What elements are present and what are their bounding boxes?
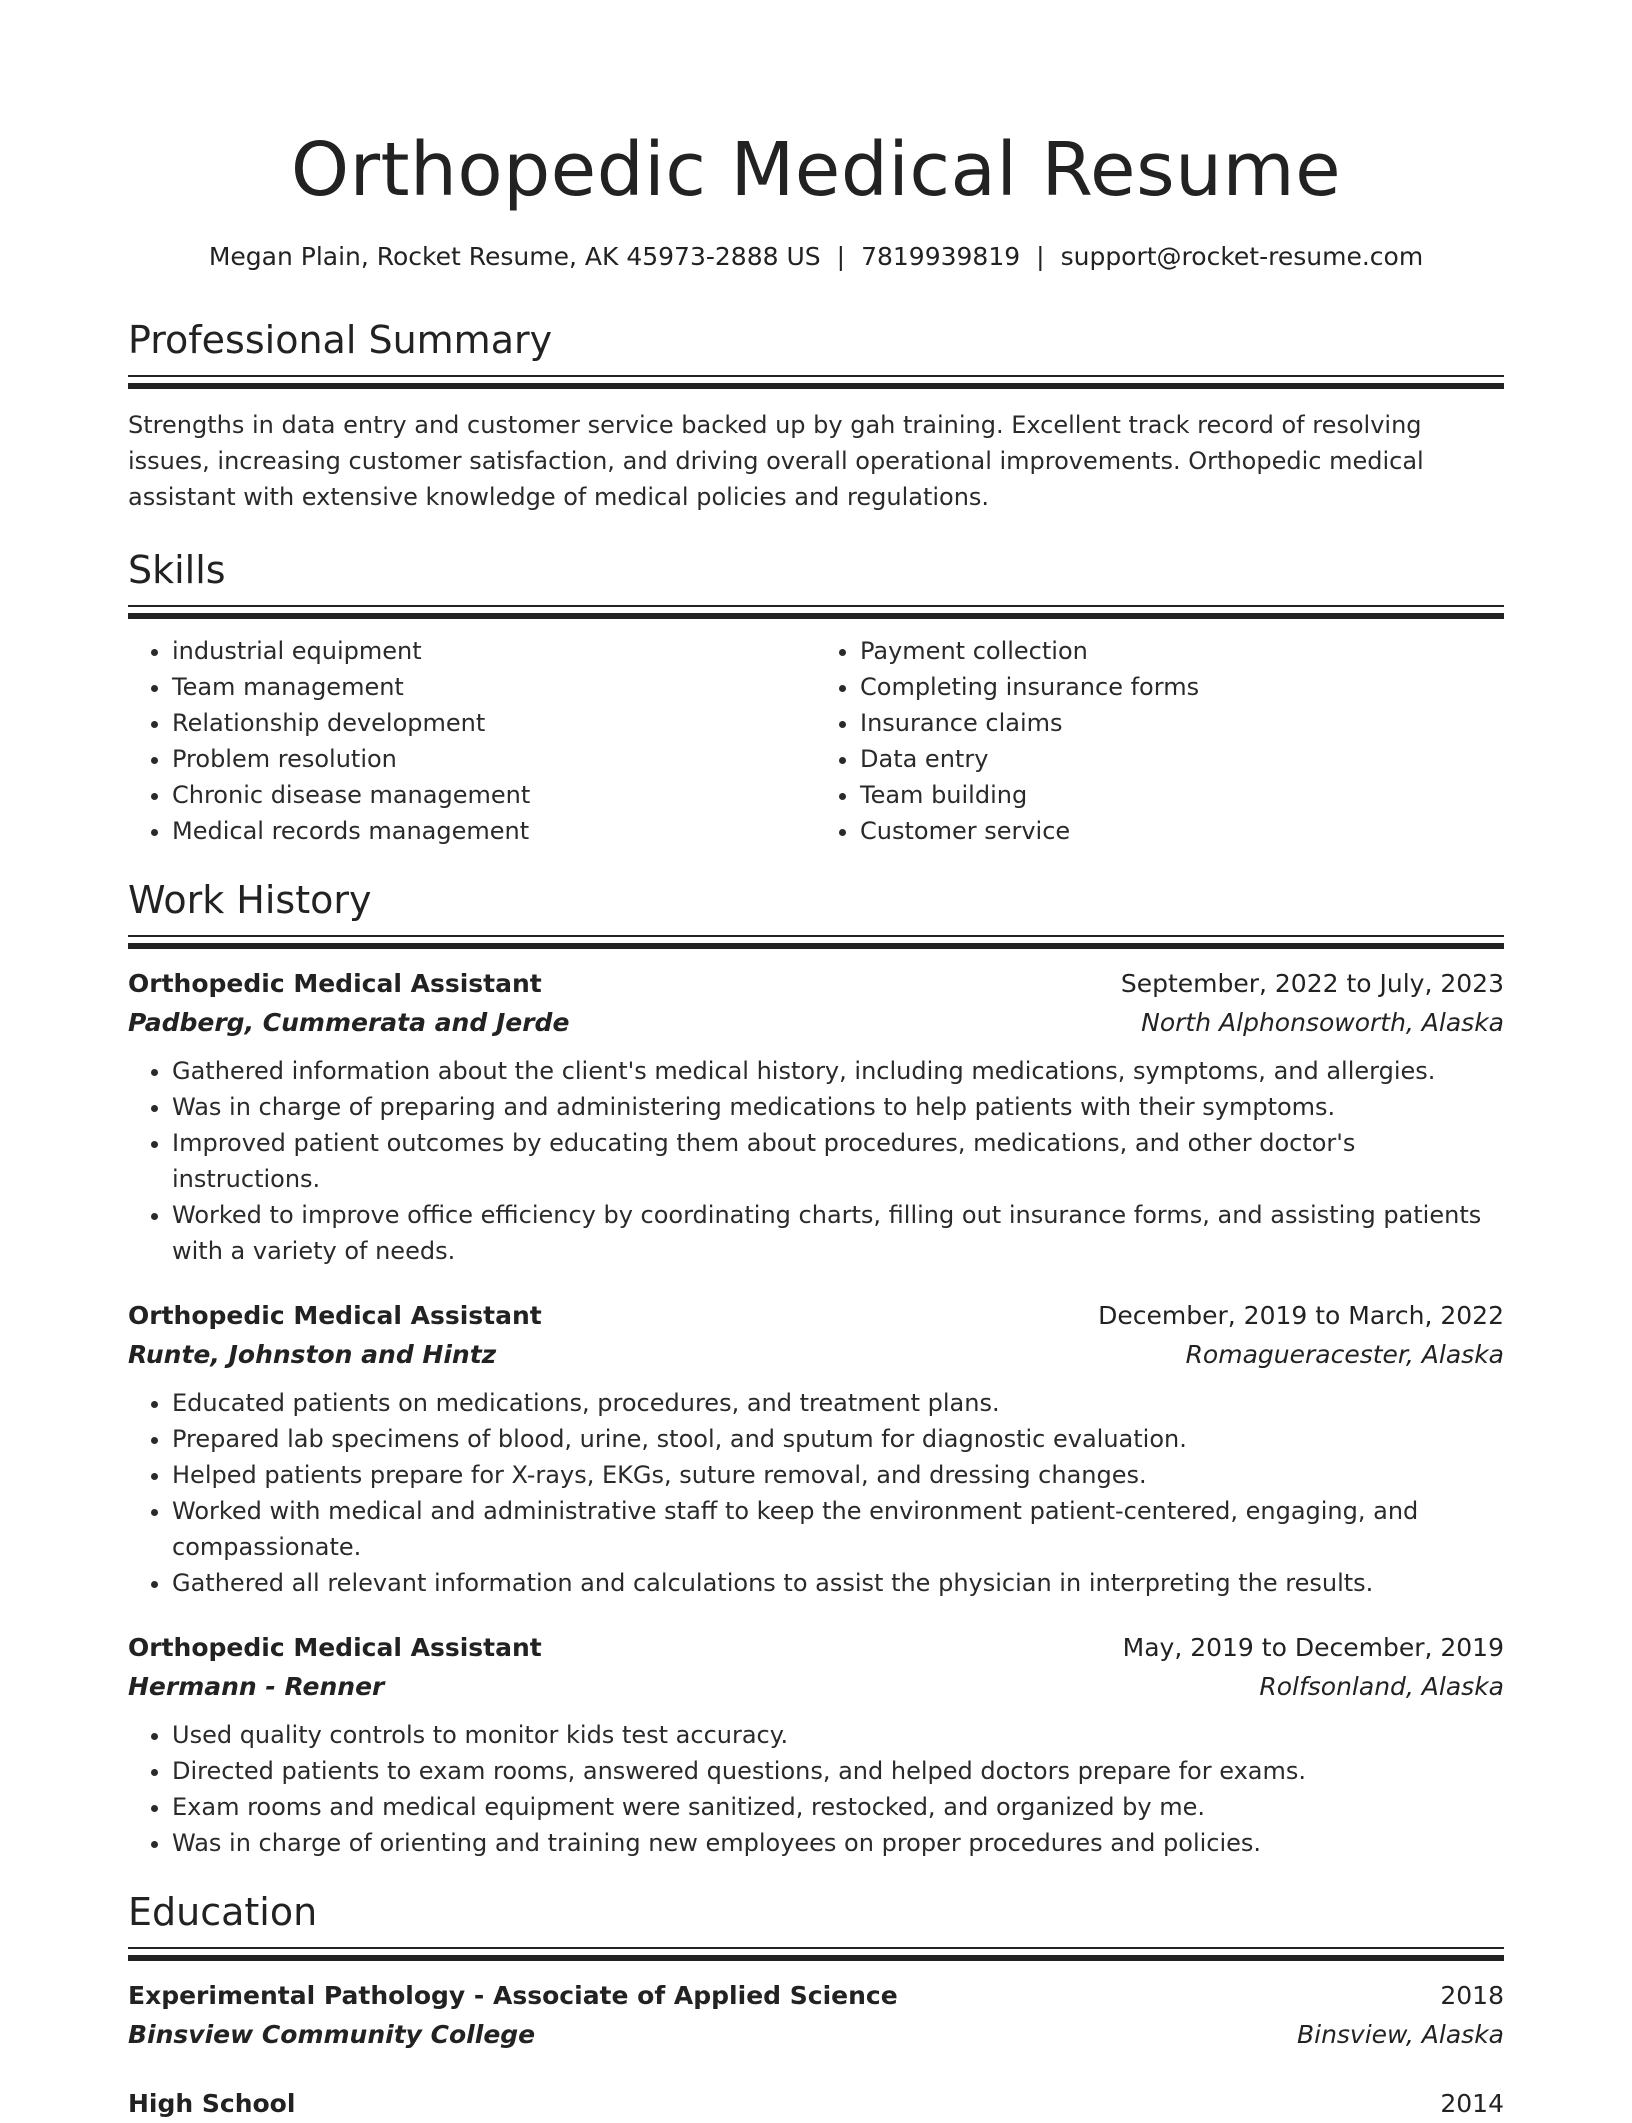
skill-item: • Completing insurance forms	[860, 669, 1504, 705]
job-title: Orthopedic Medical Assistant	[128, 1301, 542, 1330]
section-title-skills: Skills	[128, 548, 226, 592]
summary-section	[128, 317, 1504, 515]
job-company: Padberg, Cummerata and Jerde	[128, 1008, 570, 1037]
contact-separator: |	[836, 242, 846, 271]
school-location: Binsview, Alaska	[1296, 2020, 1504, 2049]
contact-separator: |	[1036, 242, 1045, 271]
skill-item: • Team building	[860, 777, 1504, 813]
skill-item: • Problem resolution	[172, 741, 816, 777]
education-year: 2014	[1440, 2089, 1504, 2118]
resume-page	[128, 0, 1504, 2123]
job-company: Hermann - Renner	[128, 1672, 385, 1701]
school-name: Binsview Community College	[128, 2020, 536, 2049]
job-dates: December, 2019 to March, 2022	[1098, 1301, 1504, 1330]
education-entry	[128, 1977, 1504, 2055]
job-bullet: • Prepared lab specimens of blood, urine, stool, and sputum for diagnostic evaluation.	[172, 1421, 1504, 1457]
job-bullet: • Directed patients to exam rooms, answered questions, and helped doctors prepare for exams.	[172, 1753, 1504, 1789]
job-bullet: • Was in charge of orienting and training new employees on proper procedures and policies.	[172, 1825, 1504, 1861]
section-divider	[128, 1947, 1504, 1961]
section-title-summary: Professional Summary	[128, 318, 553, 362]
degree-title: Experimental Pathology - Associate of Applied Science	[128, 1981, 898, 2010]
job-location: North Alphonsoworth, Alaska	[1141, 1008, 1504, 1037]
job-bullet: • Helped patients prepare for X-rays, EKGs, suture removal, and dressing changes.	[172, 1457, 1504, 1493]
skill-item: • Data entry	[860, 741, 1504, 777]
skill-item: • Payment collection	[860, 633, 1504, 669]
job-company: Runte, Johnston and Hintz	[128, 1340, 497, 1369]
skills-columns	[128, 633, 1504, 849]
section-divider	[128, 605, 1504, 619]
skill-item: • Relationship development	[172, 705, 816, 741]
job-location: Rolfsonland, Alaska	[1259, 1672, 1504, 1701]
section-title-work: Work History	[128, 878, 372, 922]
skill-item: • Insurance claims	[860, 705, 1504, 741]
job-dates: September, 2022 to July, 2023	[1120, 969, 1504, 998]
education-year: 2018	[1440, 1981, 1504, 2010]
skills-section	[128, 547, 1504, 849]
job-bullet: • Gathered all relevant information and calculations to assist the physician in interpreting the results.	[172, 1565, 1504, 1601]
job-bullet: • Improved patient outcomes by educating them about procedures, medications, and other doctor's instructions.	[172, 1125, 1504, 1197]
degree-title: High School	[128, 2089, 296, 2118]
education-entry	[128, 2085, 1504, 2123]
job-dates: May, 2019 to December, 2019	[1122, 1633, 1504, 1662]
job-location: Romagueracester, Alaska	[1185, 1340, 1504, 1369]
job-title: Orthopedic Medical Assistant	[128, 969, 542, 998]
summary-text: Strengths in data entry and customer service backed up by gah training. Excellent track record of resolving issues, increasing customer satisfaction, and driving overall operational improvements. Orthopedic medical assistant with extensive knowledge of medical policies and regulations.	[128, 411, 1424, 511]
skill-item: • Customer service	[860, 813, 1504, 849]
skill-item: • Team management	[172, 669, 816, 705]
skill-item: • industrial equipment	[172, 633, 816, 669]
section-divider	[128, 375, 1504, 389]
job-bullet: • Worked to improve office efficiency by coordinating charts, filling out insurance forms, and assisting patients with a variety of needs.	[172, 1197, 1504, 1269]
skills-list-left	[128, 633, 816, 849]
contact-email: support@rocket-resume.com	[1060, 242, 1424, 271]
job-title: Orthopedic Medical Assistant	[128, 1633, 542, 1662]
job-bullet: • Exam rooms and medical equipment were sanitized, restocked, and organized by me.	[172, 1789, 1504, 1825]
job-bullets	[128, 1385, 1504, 1601]
skills-list-right	[816, 633, 1504, 849]
section-title-education: Education	[128, 1890, 318, 1934]
contact-address: Megan Plain, Rocket Resume, AK 45973-2888 US	[208, 242, 821, 271]
job-bullet: • Used quality controls to monitor kids test accuracy.	[172, 1717, 1504, 1753]
skill-item: • Medical records management	[172, 813, 816, 849]
education-section	[128, 1889, 1504, 2123]
job-bullet: • Gathered information about the client's medical history, including medications, symptoms, and allergies.	[172, 1053, 1504, 1089]
section-divider	[128, 935, 1504, 949]
job-bullet: • Was in charge of preparing and administering medications to help patients with their symptoms.	[172, 1089, 1504, 1125]
work-section	[128, 877, 1504, 1861]
job-bullet: • Worked with medical and administrative staff to keep the environment patient-centered, engaging, and compassionate.	[172, 1493, 1504, 1565]
job-entry	[128, 965, 1504, 1269]
job-entry	[128, 1629, 1504, 1861]
skill-item: • Chronic disease management	[172, 777, 816, 813]
contact-phone: 7819939819	[861, 242, 1021, 271]
job-bullets	[128, 1717, 1504, 1861]
job-entry	[128, 1297, 1504, 1601]
job-bullet: • Educated patients on medications, procedures, and treatment plans.	[172, 1385, 1504, 1421]
resume-title: Orthopedic Medical Resume	[290, 127, 1342, 213]
contact-line	[128, 240, 1504, 274]
job-bullets	[128, 1053, 1504, 1269]
